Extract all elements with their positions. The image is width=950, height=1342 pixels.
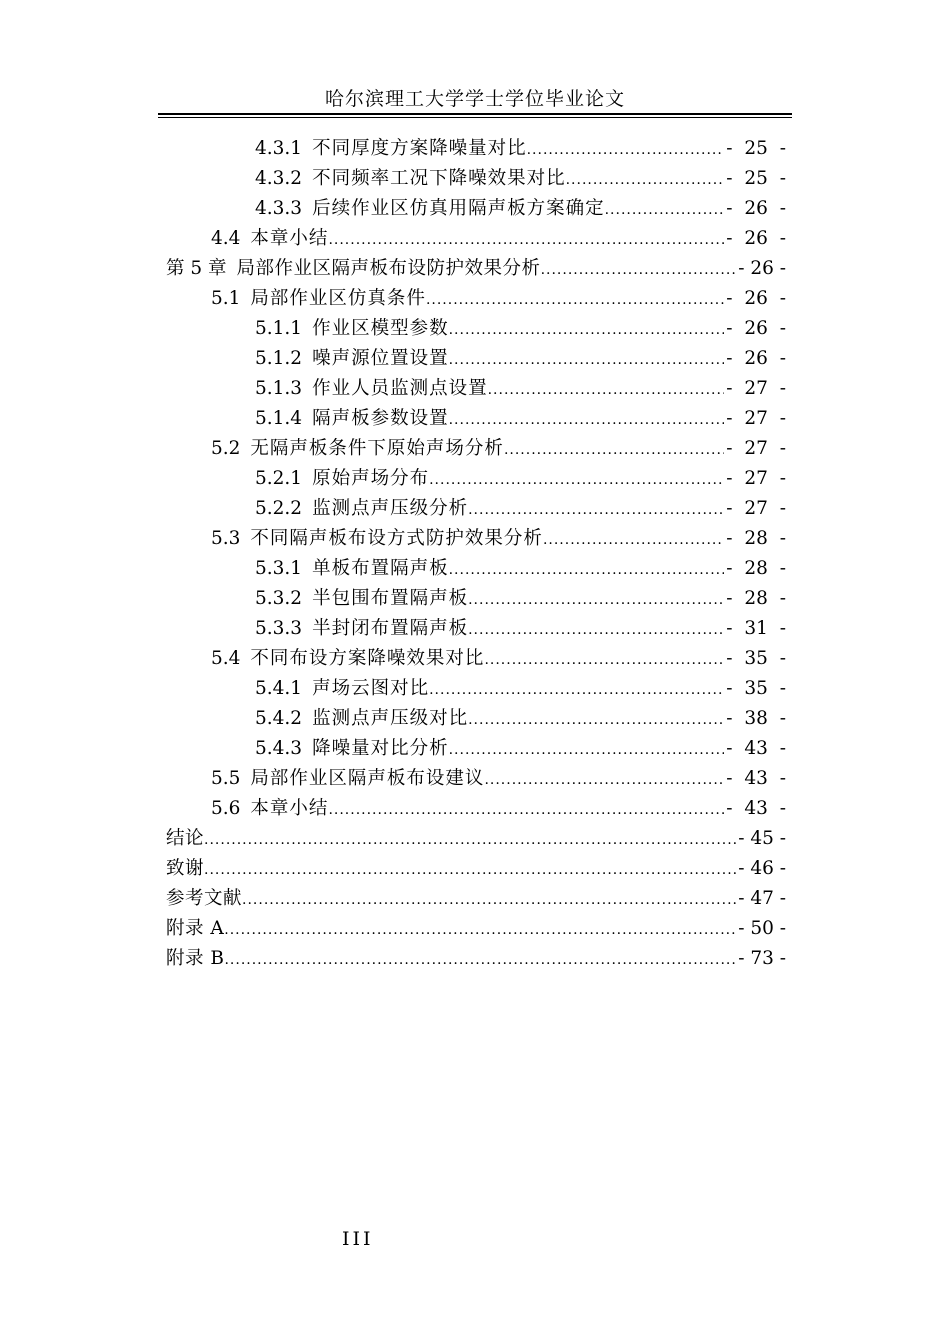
- toc-entry-title: 附录 A: [166, 918, 225, 939]
- toc-entry-title: 后续作业区仿真用隔声板方案确定: [312, 198, 605, 219]
- toc-entry-number: 5.3.2: [255, 588, 303, 609]
- toc-entry[interactable]: [211, 794, 786, 824]
- toc-entry-page: - 50 -: [738, 918, 786, 939]
- toc-entry-number: 5.1.4: [255, 408, 303, 429]
- toc-entry-title: 不同隔声板布设方式防护效果分析: [250, 528, 543, 549]
- toc-entry-page: - 73 -: [738, 948, 786, 969]
- toc-entry-page: - 26 -: [726, 348, 786, 369]
- toc-entry[interactable]: [211, 524, 786, 554]
- toc-entry[interactable]: [166, 824, 786, 854]
- toc-entry[interactable]: [211, 764, 786, 794]
- toc-leader-dots: [504, 435, 724, 465]
- toc-entry-page: - 26 -: [726, 288, 786, 309]
- toc-entry-number: 5.3.1: [255, 558, 303, 579]
- toc-entry-title: 局部作业区隔声板布设建议: [250, 768, 485, 789]
- toc-entry-title: 单板布置隔声板: [312, 558, 449, 579]
- toc-leader-dots: [449, 555, 725, 585]
- toc-entry-title: 不同频率工况下降噪效果对比: [312, 168, 566, 189]
- toc-entry-title: 半封闭布置隔声板: [312, 618, 469, 639]
- toc-entry[interactable]: [255, 674, 786, 704]
- toc-entry-number: 5.4.2: [255, 708, 303, 729]
- toc-entry-title: 无隔声板条件下原始声场分析: [250, 438, 504, 459]
- toc-entry-page: - 43 -: [726, 768, 786, 789]
- toc-leader-dots: [605, 195, 725, 225]
- toc-leader-dots: [224, 915, 736, 945]
- toc-entry-title: 本章小结: [250, 228, 329, 249]
- toc-entry-number: 5.4.1: [255, 678, 303, 699]
- toc-entry-page: - 26 -: [726, 318, 786, 339]
- toc-leader-dots: [449, 315, 725, 345]
- toc-entry[interactable]: [255, 584, 786, 614]
- toc-leader-dots: [468, 705, 724, 735]
- toc-entry[interactable]: [255, 134, 786, 164]
- toc-entry-page: - 26 -: [726, 228, 786, 249]
- toc-entry-title: 声场云图对比: [312, 678, 430, 699]
- toc-entry[interactable]: [255, 464, 786, 494]
- toc-entry-number: 5.1: [211, 288, 241, 309]
- toc-entry[interactable]: [211, 224, 786, 254]
- toc-entry-title: 附录 B: [166, 948, 225, 969]
- toc-entry-page: - 31 -: [726, 618, 786, 639]
- toc-entry-number: 5.4: [211, 648, 241, 669]
- toc-entry-number: 5.1.3: [255, 378, 303, 399]
- toc-entry-number: 第 5 章: [166, 258, 227, 279]
- toc-leader-dots: [541, 255, 737, 285]
- toc-entry-page: - 43 -: [726, 738, 786, 759]
- toc-entry-page: - 27 -: [726, 498, 786, 519]
- header-rule-thick: [158, 113, 792, 115]
- toc-leader-dots: [429, 675, 724, 705]
- toc-entry[interactable]: [255, 374, 786, 404]
- toc-entry-title: 不同布设方案降噪效果对比: [250, 648, 485, 669]
- toc-entry-title: 半包围布置隔声板: [312, 588, 469, 609]
- toc-entry[interactable]: [255, 314, 786, 344]
- toc-entry-page: - 27 -: [726, 408, 786, 429]
- toc-entry-title: 不同厚度方案降噪量对比: [312, 138, 527, 159]
- toc-entry-number: 5.2.1: [255, 468, 303, 489]
- toc-entry[interactable]: [166, 884, 786, 914]
- toc-entry[interactable]: [255, 164, 786, 194]
- toc-leader-dots: [468, 615, 724, 645]
- toc-entry-title: 监测点声压级对比: [312, 708, 469, 729]
- toc-entry-title: 作业人员监测点设置: [312, 378, 488, 399]
- toc-entry-page: - 25 -: [726, 168, 786, 189]
- toc-entry-page: - 28 -: [726, 588, 786, 609]
- toc-entry-title: 隔声板参数设置: [312, 408, 449, 429]
- toc-entry[interactable]: [255, 344, 786, 374]
- toc-leader-dots: [429, 465, 724, 495]
- toc-entry-page: - 26 -: [738, 258, 786, 279]
- toc-entry-title: 局部作业区隔声板布设防护效果分析: [236, 258, 541, 279]
- toc-leader-dots: [488, 375, 725, 405]
- toc-entry-page: - 25 -: [726, 138, 786, 159]
- toc-entry-page: - 45 -: [738, 828, 786, 849]
- toc-entry-title: 参考文献: [166, 888, 243, 909]
- toc-entry[interactable]: [211, 284, 786, 314]
- toc-entry[interactable]: [166, 254, 786, 284]
- toc-leader-dots: [449, 735, 725, 765]
- toc-entry-page: - 26 -: [726, 198, 786, 219]
- page-number: III: [342, 1228, 374, 1250]
- toc-entry-page: - 28 -: [726, 528, 786, 549]
- toc-entry-title: 噪声源位置设置: [312, 348, 449, 369]
- toc-entry-page: - 46 -: [738, 858, 786, 879]
- toc-leader-dots: [449, 405, 725, 435]
- toc-entry-page: - 38 -: [726, 708, 786, 729]
- toc-entry-title: 本章小结: [250, 798, 329, 819]
- toc-entry[interactable]: [211, 434, 786, 464]
- toc-entry-title: 致谢: [166, 858, 205, 879]
- toc-entry-number: 4.3.2: [255, 168, 303, 189]
- toc-entry[interactable]: [255, 404, 786, 434]
- toc-entry-page: - 43 -: [726, 798, 786, 819]
- toc-leader-dots: [484, 765, 724, 795]
- toc-entry-page: - 28 -: [726, 558, 786, 579]
- toc-entry-number: 5.2: [211, 438, 241, 459]
- toc-leader-dots: [468, 585, 724, 615]
- toc-entry-number: 5.1.2: [255, 348, 303, 369]
- toc-entry[interactable]: [255, 554, 786, 584]
- toc-entry-number: 5.5: [211, 768, 241, 789]
- toc-entry-number: 5.1.1: [255, 318, 303, 339]
- toc-entry-page: - 27 -: [726, 438, 786, 459]
- toc-leader-dots: [468, 495, 724, 525]
- toc-entry-page: - 27 -: [726, 378, 786, 399]
- toc-leader-dots: [449, 345, 725, 375]
- toc-leader-dots: [426, 285, 724, 315]
- toc-entry[interactable]: [211, 644, 786, 674]
- toc-entry-title: 监测点声压级分析: [312, 498, 469, 519]
- toc-leader-dots: [328, 795, 724, 825]
- toc-entry[interactable]: [255, 494, 786, 524]
- toc-entry-title: 原始声场分布: [312, 468, 430, 489]
- toc-leader-dots: [328, 225, 724, 255]
- toc-entry[interactable]: [255, 704, 786, 734]
- toc-leader-dots: [527, 135, 725, 165]
- toc-leader-dots: [543, 525, 724, 555]
- toc-entry-title: 结论: [166, 828, 205, 849]
- toc-entry-number: 5.3: [211, 528, 241, 549]
- toc-leader-dots: [242, 885, 736, 915]
- toc-leader-dots: [224, 945, 736, 975]
- toc-leader-dots: [484, 645, 724, 675]
- toc-entry-number: 5.6: [211, 798, 241, 819]
- toc-entry[interactable]: [166, 944, 786, 974]
- toc-entry-number: 4.4: [211, 228, 241, 249]
- toc-entry-number: 5.2.2: [255, 498, 303, 519]
- toc-entry-number: 4.3.1: [255, 138, 303, 159]
- toc-entry-page: - 47 -: [738, 888, 786, 909]
- toc-entry-page: - 35 -: [726, 648, 786, 669]
- toc-entry-page: - 27 -: [726, 468, 786, 489]
- toc-entry-title: 降噪量对比分析: [312, 738, 449, 759]
- toc-entry[interactable]: [255, 614, 786, 644]
- toc-entry-page: - 35 -: [726, 678, 786, 699]
- toc-entry-title: 作业区模型参数: [312, 318, 449, 339]
- toc-entry[interactable]: [255, 734, 786, 764]
- toc-entry[interactable]: [166, 854, 786, 884]
- toc-entry-number: 5.3.3: [255, 618, 303, 639]
- toc-entry[interactable]: [166, 914, 786, 944]
- toc-entry-number: 5.4.3: [255, 738, 303, 759]
- toc-leader-dots: [204, 855, 736, 885]
- toc-entry-number: 4.3.3: [255, 198, 303, 219]
- toc-entry[interactable]: [255, 194, 786, 224]
- toc-entry-title: 局部作业区仿真条件: [250, 288, 426, 309]
- toc-leader-dots: [566, 165, 725, 195]
- page-header-title: 哈尔滨理工大学学士学位毕业论文: [324, 88, 625, 110]
- header-rule-thin: [158, 117, 792, 118]
- toc-leader-dots: [204, 825, 736, 855]
